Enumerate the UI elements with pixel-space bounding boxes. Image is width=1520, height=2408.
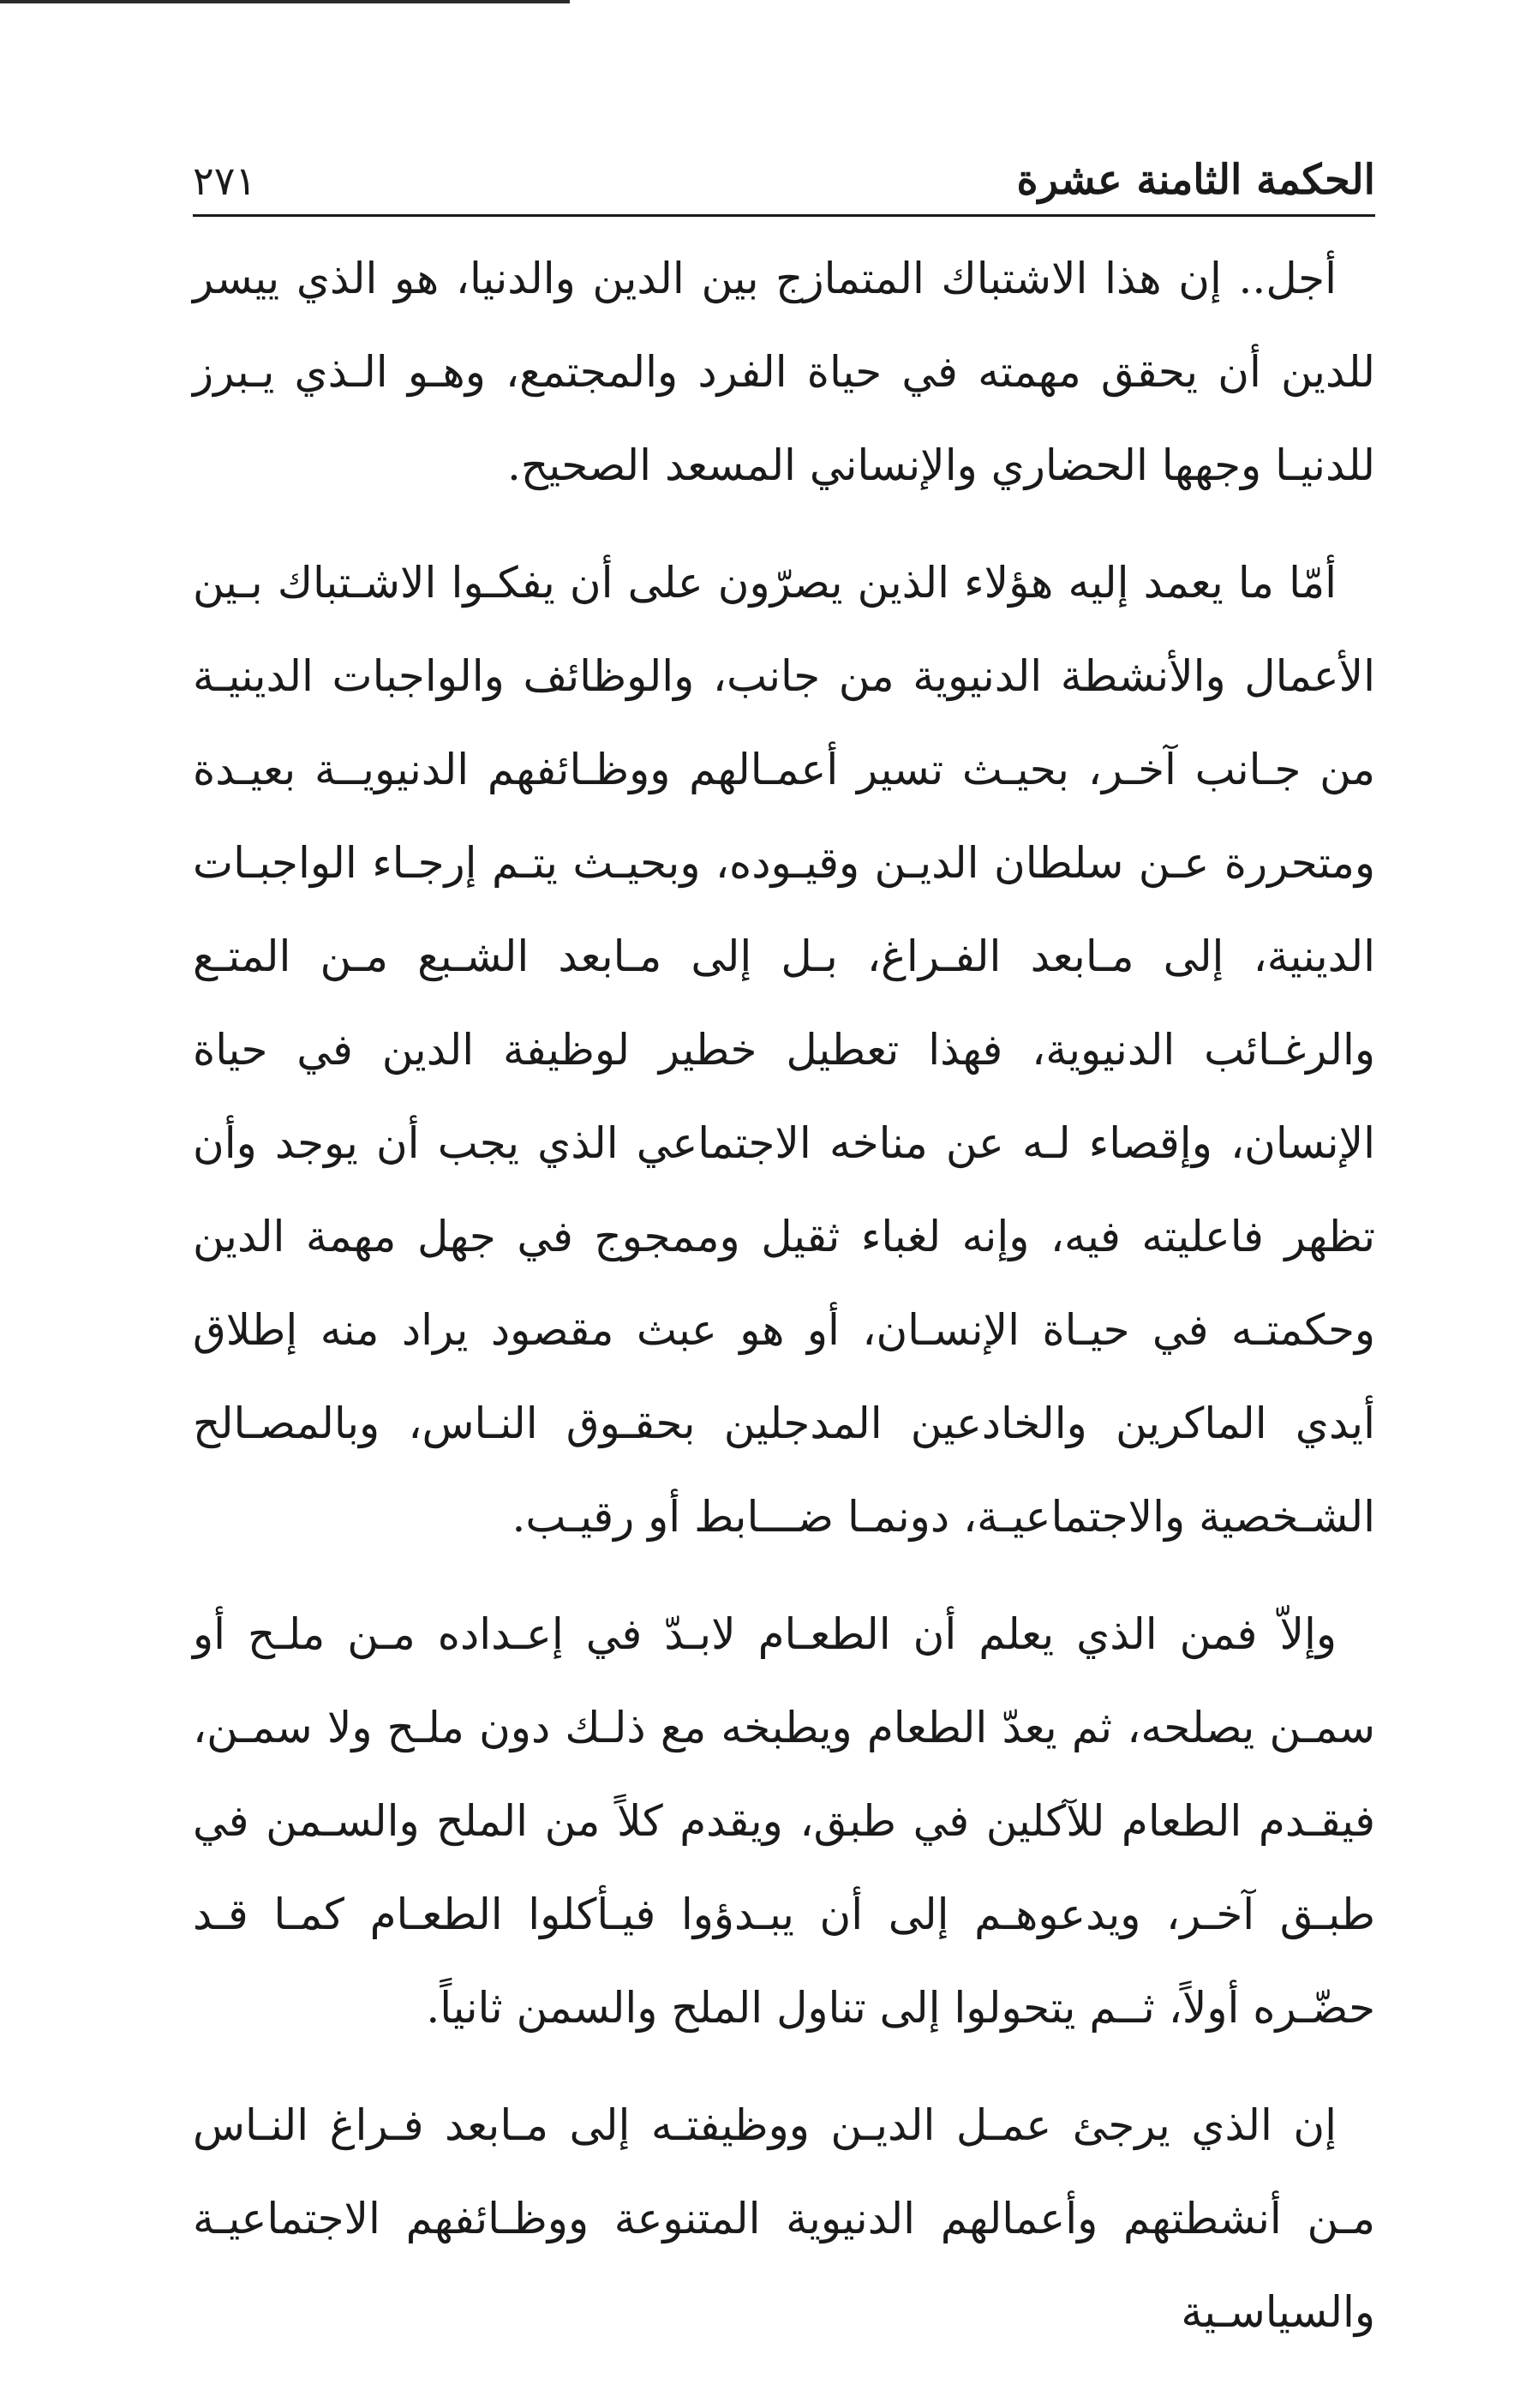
paragraph-4: إن الذي يرجئ عمـل الديـن ووظيفتـه إلى مـابعد فـراغ النـاس مـن أنشطتهم وأعمالهم الدنيوية المتنوعة ووظـائفهم الاجتماعيـة والسياسـية (193, 2100, 1375, 2337)
body-text (193, 232, 1375, 2359)
chapter-title: الحكمة الثامنة عشرة (1016, 156, 1375, 204)
page-number: ٢٧١ (193, 158, 257, 204)
paragraph-3: وإلاّ فمن الذي يعلم أن الطعـام لابـدّ في إعـداده مـن ملـح أو سمـن يصلحه، ثم يعدّ الطعام ويطبخه مع ذلـك دون ملـح ولا سمـن، فيقـدم الطعام للآكلين في طبق، ويقدم كلاً من الملح والسـمن في طبـق آخـر، ويدعوهـم إلى أن يبـدؤوا فيـأكلوا الطعـام كمـا قـد حضّـره أولاً، ثــم يتحولوا إلى تناول الملح والسمن ثانياً. (193, 1609, 1375, 2033)
running-header (193, 129, 1375, 217)
paragraph-1: أجل.. إن هذا الاشتباك المتمازج بين الدين والدنيا، هو الذي ييسر للدين أن يحقق مهمته في حياة الفرد والمجتمع، وهـو الـذي يـبرز للدنيـا وجهها الحضاري والإنساني المسعد الصحيح. (193, 254, 1375, 490)
paragraph-2: أمّا ما يعمد إليه هؤلاء الذين يصرّون على أن يفكـوا الاشـتباك بـين الأعمال والأنشطة الدنيوية من جانب، والوظائف والواجبات الدينيـة من جـانب آخـر، بحيـث تسير أعمـالهم ووظـائفهم الدنيويــة بعيـدة ومتحررة عـن سلطان الديـن وقيـوده، وبحيـث يتـم إرجـاء الواجبـات الدينية، إلى مـابعد الفـراغ، بـل إلى مـابعد الشـبع مـن المتـع والرغـائب الدنيوية، فهذا تعطيل خطير لوظيفة الدين في حياة الإنسان، وإقصاء لـه عن مناخه الاجتماعي الذي يجب أن يوجد وأن تظهر فاعليته فيه، وإنه لغباء ثقيل وممجوج في جهل مهمة الدين وحكمتـه في حيـاة الإنسـان، أو هو عبث مقصود يراد منه إطلاق أيدي الماكرين والخادعين المدجلين بحقـوق النـاس، وبالمصـالح الشـخصية والاجتماعيـة، دونمـا ضـــابط أو رقيـب. (193, 558, 1375, 1542)
scan-edge-line (0, 0, 570, 3)
book-page (193, 129, 1375, 2383)
